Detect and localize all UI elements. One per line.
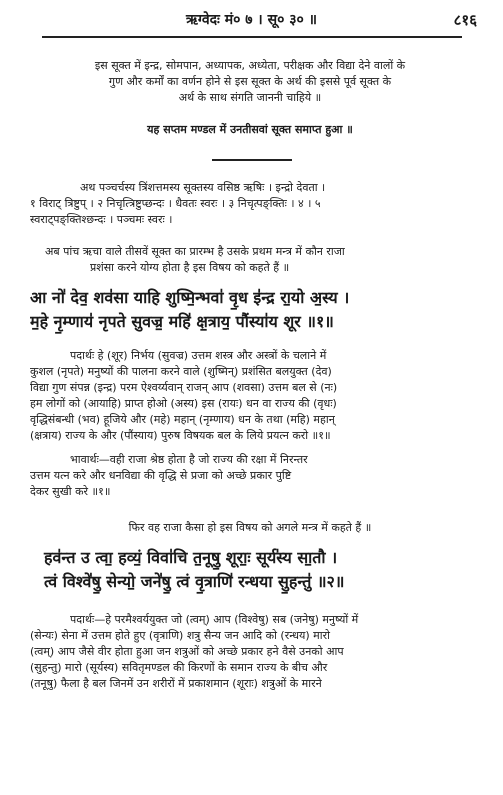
text-line: (सेन्यः) सेना में उत्तम होते हुए (वृत्राणि) शत्रु सैन्य जन आदि को (रन्धय) मारो — [30, 629, 330, 642]
section-divider — [212, 159, 292, 161]
text-line: कुशल (नृपते) मनुष्यों की पालना करने वाले (शुष्मिन्) प्रशंसित बलयुक्त (देव) — [30, 365, 332, 378]
mantra-line: हव॑न्त उ त्वा॒ हव्यं॒ विवा॑चि त॒नूषु॒ शूराः॒ सूर्य॑स्य सा॒तौ । — [44, 548, 338, 567]
running-title: ऋग्वेदः मं० ७ । सू० ३० ॥ — [185, 12, 318, 28]
header-rule — [42, 36, 462, 38]
text-line: हम लोगों को (आयाहि) प्राप्त होओ (अस्य) इस (रायः) धन वा राज्य की (वृधः) — [30, 397, 337, 410]
text-line: देकर सुखी करे ॥१॥ — [30, 485, 111, 498]
text-line: गुण और कर्मों का वर्णन होने से इस सूक्त के अर्थ की इससे पूर्व सूक्त के — [108, 75, 392, 88]
mantra-line: म॒हे नृ॒म्णाय॑ नृपते सुवज्र॒ महि॑ क्ष॒त्राय॒ पौंस्या॑य शूर ॥१॥ — [30, 312, 334, 331]
text-line: अब पांच ऋचा वाले तीसवें सूक्त का प्रारम्भ है उसके प्रथम मन्त्र में कौन राजा — [45, 245, 345, 258]
page-header — [0, 10, 503, 34]
text-line: १ विराट् त्रिष्टुप् । २ निचृत्त्रिष्टुप्छन्दः । धैवतः स्वरः । ३ निचृत्पङ्क्तिः । ४ । ५ — [30, 197, 321, 210]
text-line: उत्तम यत्न करे और धनविद्या की वृद्धि से प्रजा को अच्छे प्रकार पुष्टि — [30, 469, 292, 482]
padartha-2 — [30, 612, 470, 692]
text-line: (सुहन्तु) मारो (सूर्यस्य) सवितृमण्डल की किरणों के समान राज्य के बीच और — [30, 661, 328, 674]
sukta-header — [30, 180, 470, 228]
text-line: भावार्थः—वही राजा श्रेष्ठ होता है जो राज्य की रक्षा में निरन्तर — [70, 453, 308, 466]
text-line: पदार्थः—हे परमैश्वर्ययुक्त जो (त्वम्) आप (विश्वेषु) सब (जनेषु) मनुष्यों में — [70, 613, 359, 626]
text-line: इस सूक्त में इन्द्र, सोमपान, अध्यापक, अध्येता, परीक्षक और विद्या देने वालों के — [94, 59, 406, 72]
text-line: अथ पञ्चर्चस्य त्रिंशत्तमस्य सूक्तस्य वसिष्ठ ऋषिः । इन्द्रो देवता । — [80, 181, 326, 194]
text-line: विद्या गुण संपन्न (इन्द्र) परम ऐश्वर्य्यवान् राजन् आप (शवसा) उत्तम बल से (नः) — [30, 381, 338, 394]
text-line: (तनूषु) फैला है बल जिनमें उन शरीरों में प्रकाशमान (शूराः) शत्रुओं के मारने — [30, 677, 322, 690]
mantra1-intro — [30, 244, 470, 276]
mantra-line: त्वं विश्वे॑षु॒ सेन्यो॒ जने॑षु॒ त्वं वृ॒त्राणि॑ रन्धया सु॒हन्तु॑ ॥२॥ — [44, 572, 345, 591]
text-line: (त्वम्) आप जैसे वीर होता हुआ जन शत्रुओं को अच्छे प्रकार हने वैसे उनको आप — [30, 645, 344, 658]
conclusion-line: यह सप्तम मण्डल में उनतीसवां सूक्त समाप्त हुआ ॥ — [147, 123, 353, 136]
padartha-1 — [30, 348, 470, 444]
text-line: स्वराट्पङ्क्तिश्छन्दः । पञ्चमः स्वरः । — [30, 213, 173, 226]
text-line: प्रशंसा करने योग्य होता है इस विषय को कहते हैं ॥ — [90, 261, 290, 274]
text-line: (क्षत्राय) राज्य के और (पौंस्याय) पुरुष विषयक बल के लिये प्रयत्न करो ॥१॥ — [30, 429, 331, 442]
text-line: पदार्थः हे (शूर) निर्भय (सुवज्र) उत्तम शस्त्र और अस्त्रों के चलाने में — [70, 349, 327, 362]
mantra2-intro: फिर वह राजा कैसा हो इस विषय को अगले मन्त्र में कहते हैं ॥ — [128, 521, 372, 534]
mantra-line: आ नो॑ देव॒ शव॑सा याहि शुष्मि॒न्भवा॑ वृ॒ध इ॑न्द्र रा॒यो अ॒स्य । — [30, 288, 350, 307]
bhavartha-1 — [30, 452, 470, 500]
mantra-2 — [30, 546, 485, 594]
text-line: वृद्धिसंबन्धी (भव) हूजिये और (महे) महान् (नृम्णाय) धन के तथा (महि) महान् — [30, 413, 335, 426]
page-number: ८१६ — [453, 11, 477, 29]
mantra-1 — [30, 286, 485, 334]
intro-paragraph — [30, 58, 470, 106]
text-line: अर्थ के साथ संगति जाननी चाहिये ॥ — [178, 91, 322, 104]
